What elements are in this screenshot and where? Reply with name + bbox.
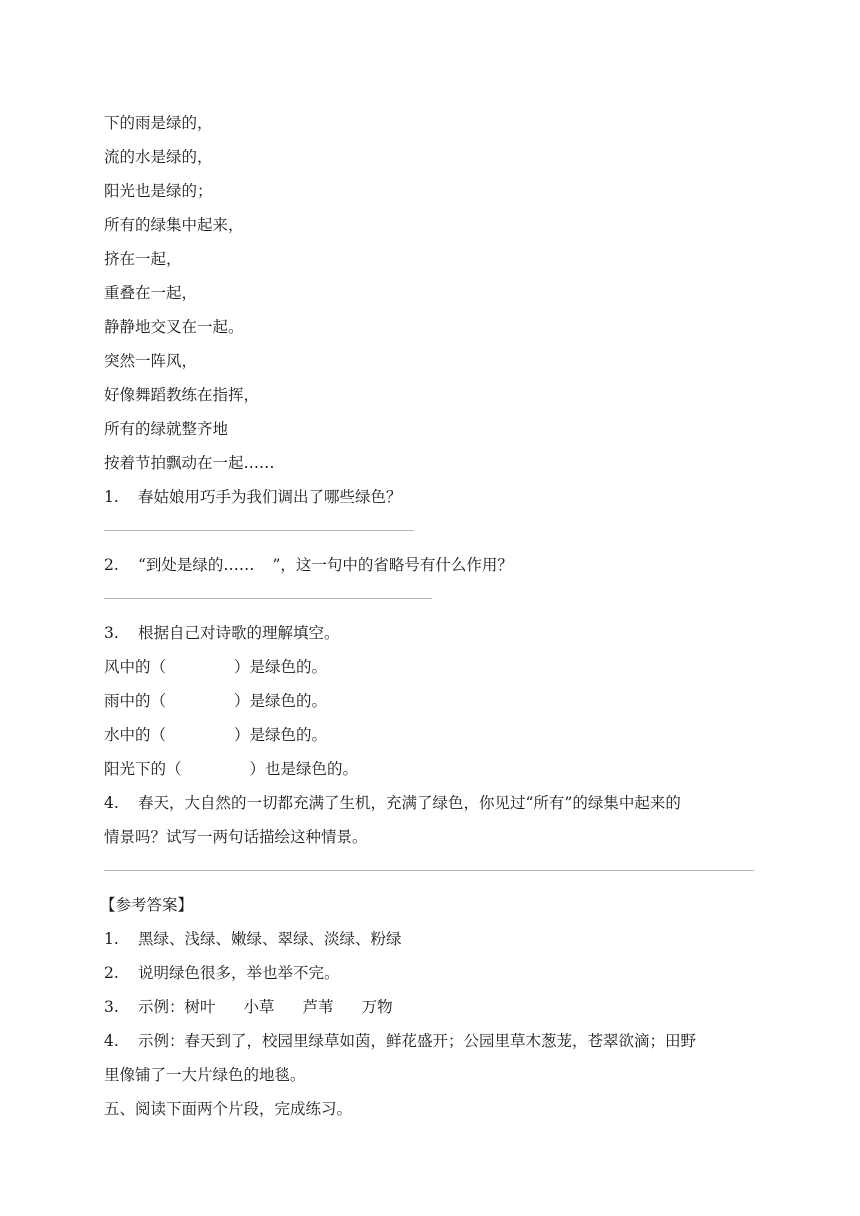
- poem-line: 流的水是绿的，: [104, 148, 213, 166]
- fill-line: [104, 718, 764, 752]
- answer-number: 4.: [104, 1032, 119, 1050]
- question-text-after: ”，这一句中的省略号有什么作用？: [272, 556, 513, 574]
- fill-before: 雨中的（: [104, 692, 167, 710]
- fill-before: 阳光下的（: [104, 760, 182, 778]
- question-number: 2.: [104, 556, 119, 574]
- question-4: [104, 786, 764, 820]
- poem: [104, 106, 764, 480]
- question-text: 春姑娘用巧手为我们调出了哪些绿色？: [138, 488, 402, 506]
- answer-text: 示例：春天到了，校园里绿草如茵，鲜花盛开；公园里草木葱茏，苍翠欲滴；田野: [138, 1032, 697, 1050]
- fill-after: ）是绿色的。: [234, 692, 328, 710]
- question-number: 1.: [104, 488, 119, 506]
- fill-after: ）是绿色的。: [234, 658, 328, 676]
- answer-4: [104, 1024, 764, 1058]
- answer-text: 说明绿色很多，举也举不完。: [138, 964, 340, 982]
- poem-line: 所有的绿集中起来，: [104, 216, 244, 234]
- answer-item: 万物: [361, 998, 393, 1016]
- answer-line-1[interactable]: [104, 514, 764, 548]
- question-number: 3.: [104, 624, 119, 642]
- question-text: 春天，大自然的一切都充满了生机，充满了绿色，你见过“所有”的绿集中起来的: [138, 794, 681, 812]
- poem-line: 下的雨是绿的，: [104, 114, 213, 132]
- question-4-continued: 情景吗？试写一两句话描绘这种情景。: [104, 828, 368, 846]
- answer-number: 1.: [104, 930, 119, 948]
- poem-line: 阳光也是绿的；: [104, 182, 213, 200]
- answer-text: 黑绿、浅绿、嫩绿、翠绿、淡绿、粉绿: [138, 930, 402, 948]
- poem-line: 挤在一起，: [104, 250, 182, 268]
- answer-item: 树叶: [184, 998, 216, 1016]
- question-3: [104, 616, 764, 650]
- answer-4-continued: 里像铺了一大片绿色的地毯。: [104, 1066, 306, 1084]
- poem-line: 好像舞蹈教练在指挥，: [104, 386, 260, 404]
- poem-line: 重叠在一起，: [104, 284, 198, 302]
- poem-line: 静静地交叉在一起。: [104, 318, 244, 336]
- answer-1: [104, 922, 764, 956]
- answer-item: 小草: [243, 998, 275, 1016]
- answer-prefix: 示例：: [138, 998, 185, 1016]
- fill-line: [104, 684, 764, 718]
- poem-line: 突然一阵风，: [104, 352, 198, 370]
- section-heading: 五、阅读下面两个片段，完成练习。: [104, 1100, 353, 1118]
- question-1: [104, 480, 764, 514]
- question-text-before: “到处是绿的……: [138, 556, 255, 574]
- answer-2: [104, 956, 764, 990]
- answer-number: 3.: [104, 998, 119, 1016]
- fill-before: 水中的（: [104, 726, 167, 744]
- fill-after: ）也是绿色的。: [249, 760, 359, 778]
- answer-line-2[interactable]: [104, 582, 764, 616]
- question-2: [104, 548, 764, 582]
- question-number: 4.: [104, 794, 119, 812]
- fill-after: ）是绿色的。: [234, 726, 328, 744]
- answer-line-4[interactable]: [104, 854, 764, 888]
- answer-item: 芦苇: [302, 998, 334, 1016]
- answer-3: [104, 990, 764, 1024]
- fill-line: [104, 752, 764, 786]
- document-page: [100, 106, 764, 1126]
- poem-line: 按着节拍飘动在一起……: [104, 454, 275, 472]
- fill-line: [104, 650, 764, 684]
- question-text: 根据自己对诗歌的理解填空。: [138, 624, 340, 642]
- fill-before: 风中的（: [104, 658, 167, 676]
- answers-heading: 【参考答案】: [100, 896, 194, 914]
- answer-number: 2.: [104, 964, 119, 982]
- poem-line: 所有的绿就整齐地: [104, 420, 229, 438]
